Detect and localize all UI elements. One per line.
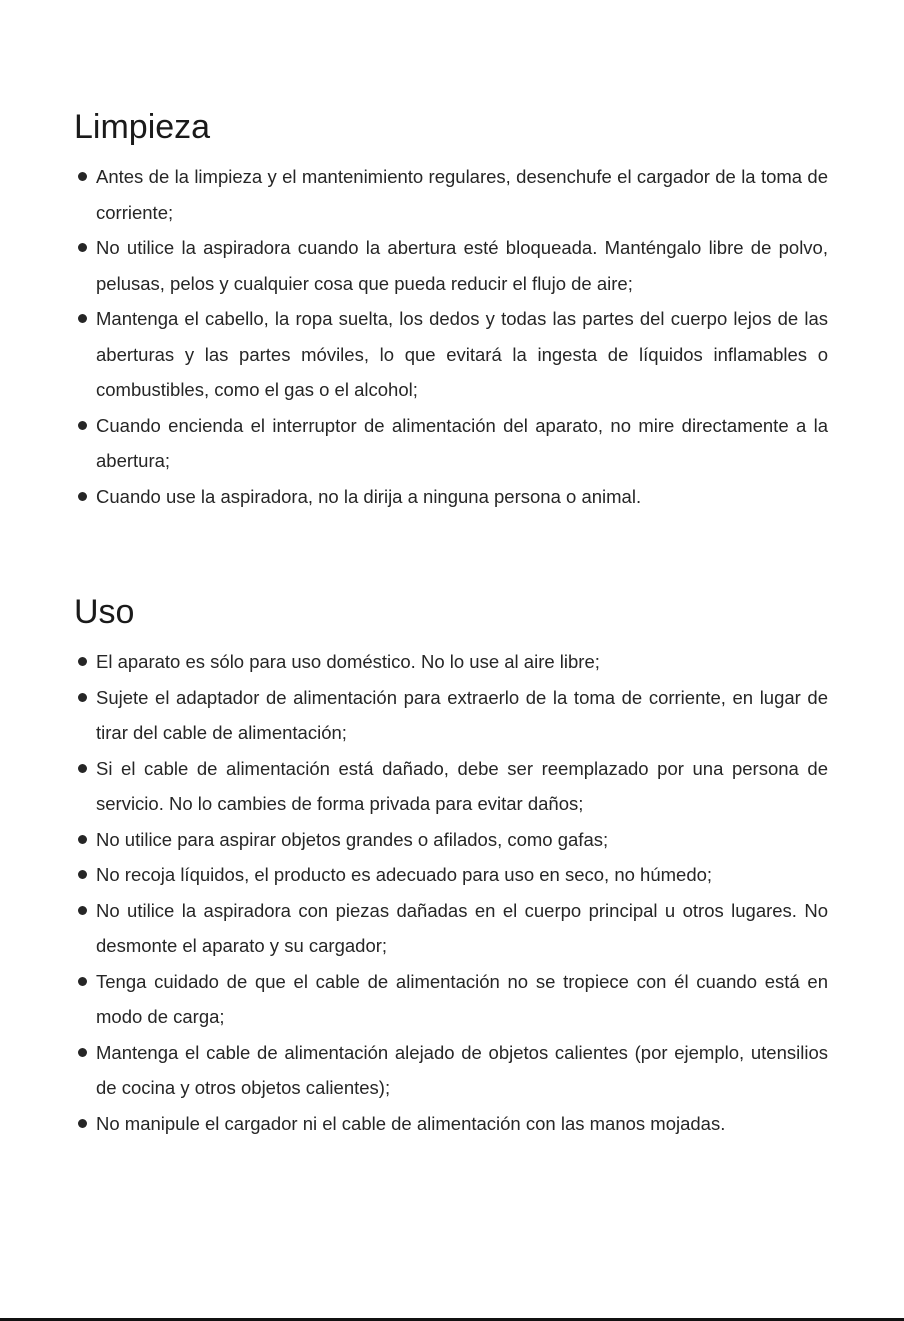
bullet-icon bbox=[78, 243, 87, 252]
bullet-icon bbox=[78, 657, 87, 666]
list-item-text: Mantenga el cable de alimentación alejado de objetos calientes (por ejemplo, utensilios de cocina y otros objetos calientes); bbox=[96, 1041, 828, 1098]
list-item-text: Cuando use la aspiradora, no la dirija a ninguna persona o animal. bbox=[96, 485, 642, 507]
list-item bbox=[74, 159, 828, 230]
section-uso bbox=[74, 589, 828, 1141]
bullet-icon bbox=[78, 1119, 87, 1128]
list-item bbox=[74, 1106, 828, 1142]
list-item bbox=[74, 479, 828, 515]
list-item-text: Si el cable de alimentación está dañado, debe ser reemplazado por una persona de servicio. No lo cambies de forma privada para evitar daños; bbox=[96, 757, 828, 814]
list-item bbox=[74, 1035, 828, 1106]
bullet-list bbox=[74, 159, 828, 514]
bullet-icon bbox=[78, 693, 87, 702]
list-item bbox=[74, 230, 828, 301]
bullet-icon bbox=[78, 764, 87, 773]
bullet-icon bbox=[78, 835, 87, 844]
list-item bbox=[74, 751, 828, 822]
bullet-icon bbox=[78, 421, 87, 430]
list-item bbox=[74, 964, 828, 1035]
bullet-list bbox=[74, 644, 828, 1141]
list-item bbox=[74, 301, 828, 408]
bullet-icon bbox=[78, 870, 87, 879]
list-item-text: Antes de la limpieza y el mantenimiento regulares, desenchufe el cargador de la toma de corriente; bbox=[96, 166, 828, 223]
list-item-text: No recoja líquidos, el producto es adecuado para uso en seco, no húmedo; bbox=[96, 864, 713, 885]
list-item-text: No utilice la aspiradora con piezas dañadas en el cuerpo principal u otros lugares. No desmonte el aparato y su cargador; bbox=[96, 899, 828, 956]
section-limpieza bbox=[74, 104, 828, 514]
list-item-text: No utilice la aspiradora cuando la abertura esté bloqueada. Manténgalo libre de polvo, pelusas, pelos y cualquier cosa que pueda reducir el flujo de aire; bbox=[96, 237, 828, 294]
list-item-text: Sujete el adaptador de alimentación para extraerlo de la toma de corriente, en lugar de tirar del cable de alimentación; bbox=[96, 686, 828, 743]
list-item bbox=[74, 857, 828, 893]
list-item bbox=[74, 680, 828, 751]
list-item bbox=[74, 408, 828, 479]
list-item-text: Tenga cuidado de que el cable de alimentación no se tropiece con él cuando está en modo de carga; bbox=[96, 970, 828, 1027]
list-item bbox=[74, 644, 828, 680]
bullet-icon bbox=[78, 172, 87, 181]
list-item-text: El aparato es sólo para uso doméstico. No lo use al aire libre; bbox=[96, 651, 600, 672]
section-title: Uso bbox=[74, 593, 135, 631]
list-item-text: Mantenga el cabello, la ropa suelta, los dedos y todas las partes del cuerpo lejos de las aberturas y las partes móviles, lo que evitará la ingesta de líquidos inflamables o combustibles, como el gas o el alcohol; bbox=[96, 308, 828, 400]
list-item bbox=[74, 822, 828, 858]
list-item-text: No manipule el cargador ni el cable de alimentación con las manos mojadas. bbox=[96, 1112, 726, 1134]
bullet-icon bbox=[78, 314, 87, 323]
bullet-icon bbox=[78, 977, 87, 986]
section-title: Limpieza bbox=[74, 108, 211, 146]
bullet-icon bbox=[78, 1048, 87, 1057]
bullet-icon bbox=[78, 492, 87, 501]
list-item-text: Cuando encienda el interruptor de alimentación del aparato, no mire directamente a la abertura; bbox=[96, 414, 828, 471]
bullet-icon bbox=[78, 906, 87, 915]
list-item-text: No utilice para aspirar objetos grandes o afilados, como gafas; bbox=[96, 828, 609, 850]
list-item bbox=[74, 893, 828, 964]
